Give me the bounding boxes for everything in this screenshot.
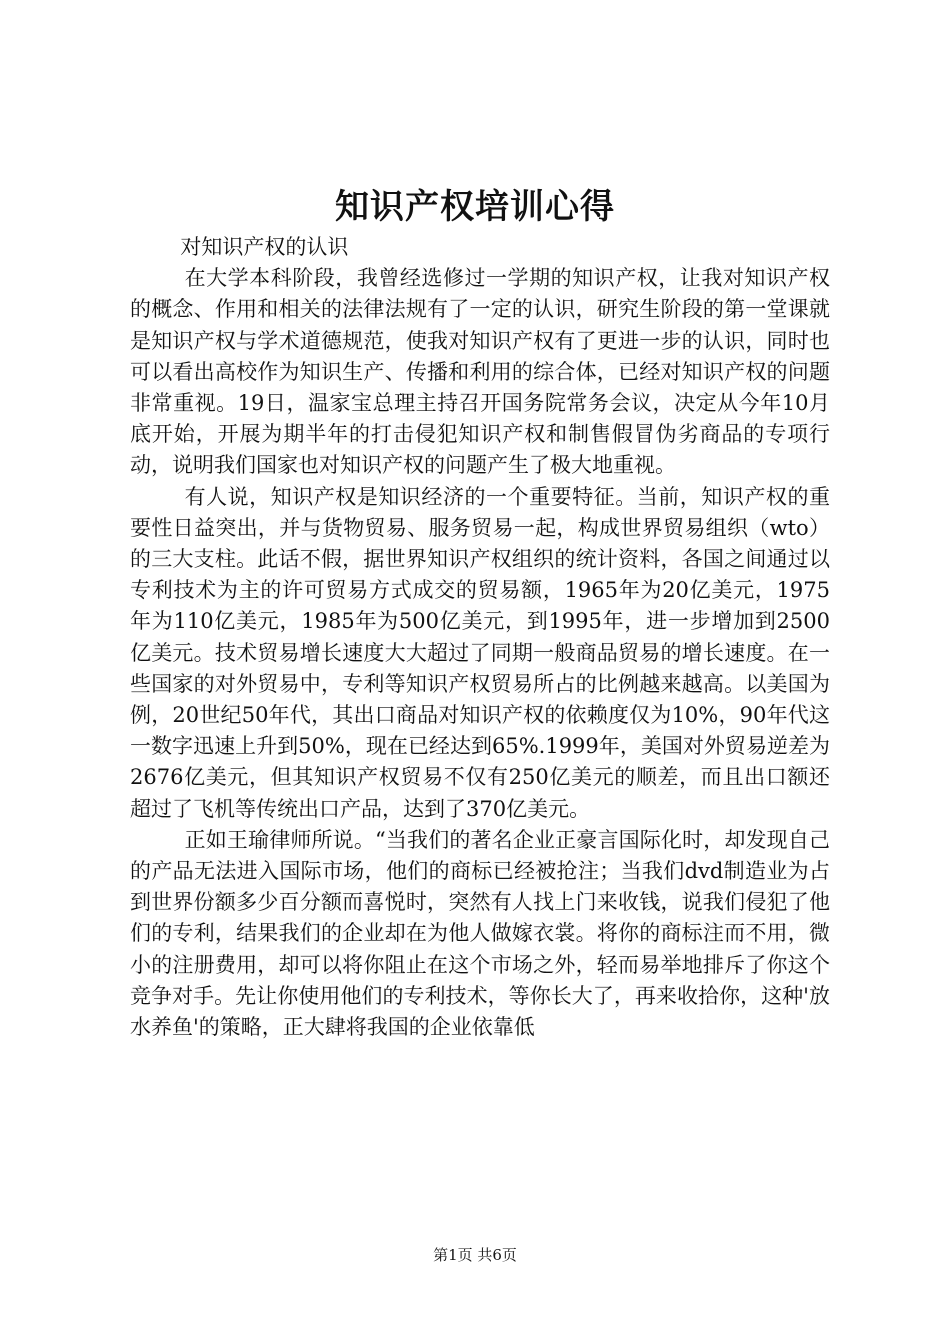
paragraph-3: 正如王瑜律师所说。“当我们的著名企业正豪言国际化时，却发现自己的产品无法进入国际市场，他们的商标已经被抢注；当我们dvd制造业为占到世界份额多少百分额而喜悦时，突然有人找上门来收钱，说我们侵犯了他们的专利，结果我们的企业却在为他人做嫁衣裳。将你的商标注而不用，微小的注册费用，却可以将你阻止在这个市场之外，轻而易举地排斥了你这个竞争对手。先让你使用他们的专利技术，等你长大了，再来收拾你，这种'放水养鱼'的策略，正大肆将我国的企业依靠低 <box>130 827 830 1040</box>
section-subheading: 对知识产权的认识 <box>180 235 349 259</box>
page-title: 知识产权培训心得 <box>335 187 615 227</box>
paragraph-1: 在大学本科阶段，我曾经选修过一学期的知识产权，让我对知识产权的概念、作用和相关的法律法规有了一定的认识，研究生阶段的第一堂课就是知识产权与学术道德规范，使我对知识产权有了更进一步的认识，同时也可以看出高校作为知识生产、传播和利用的综合体，已经对知识产权的问题非常重视。19日，温家宝总理主持召开国务院常务会议，决定从今年10月底开始，开展为期半年的打击侵犯知识产权和制售假冒伪劣商品的专项行动，说明我们国家也对知识产权的问题产生了极大地重视。 <box>130 266 830 478</box>
page-number-footer: 第1页 共6页 <box>433 1246 517 1264</box>
paragraph-2: 有人说，知识产权是知识经济的一个重要特征。当前，知识产权的重要性日益突出，并与货物贸易、服务贸易一起，构成世界贸易组织（wto）的三大支柱。此话不假，据世界知识产权组织的统计资料，各国之间通过以专利技术为主的许可贸易方式成交的贸易额，1965年为20亿美元，1975年为110亿美元，1985年为500亿美元，到1995年，进一步增加到2500亿美元。技术贸易增长速度大大超过了同期一般商品贸易的增长速度。在一些国家的对外贸易中，专利等知识产权贸易所占的比例越来越高。以美国为例，20世纪50年代，其出口商品对知识产权的依赖度仅为10%，90年代这一数字迅速上升到50%，现在已经达到65%.1999年，美国对外贸易逆差为2676亿美元，但其知识产权贸易不仅有250亿美元的顺差，而且出口额还超过了飞机等传统出口产品，达到了370亿美元。 <box>130 484 830 821</box>
document-body <box>130 232 830 1043</box>
